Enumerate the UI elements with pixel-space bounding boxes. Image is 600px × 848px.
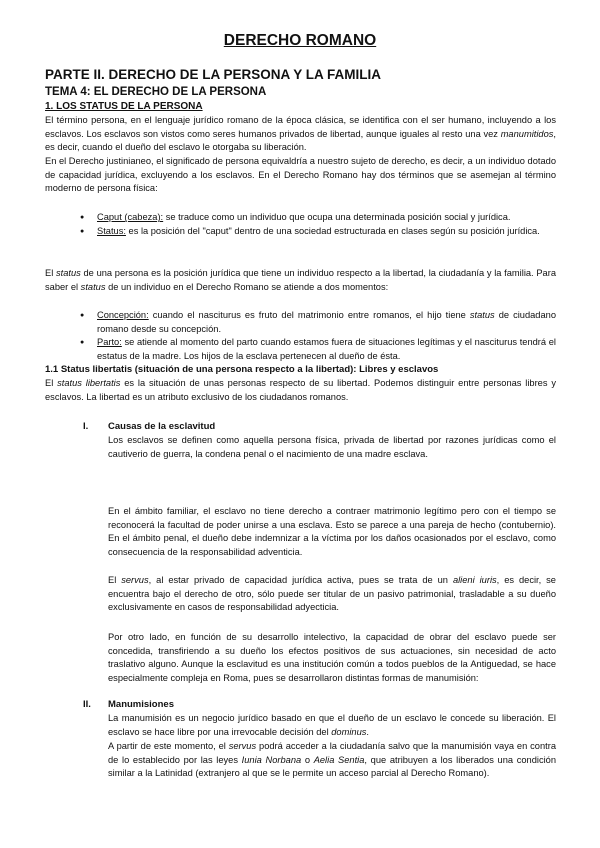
subsection-heading: 1.1 Status libertatis (situación de una persona respecto a la libertad): Libres y esclavos: [45, 364, 439, 375]
tema-heading: TEMA 4: EL DERECHO DE LA PERSONA: [45, 86, 267, 98]
paragraph-justinianeo: En el Derecho justinianeo, el significado de persona equivaldría a nuestro sujeto de derecho, es decir, a un individuo dotado de capacidad jurídica, excluyendo a los esclavos. En el Derecho Romano hay dos términos que se asemejan al término moderno de persona física:: [45, 156, 556, 193]
paragraph-libertatis: El status libertatis es la situación de unas personas respecto de su libertad. Podemos distinguir entre personas libres y esclavos. La libertad es un atributo exclusivo de los ciudadanos romanos.: [45, 378, 556, 402]
heading-causas: Causas de la esclavitud: [108, 421, 216, 432]
paragraph-capacidad: Por otro lado, en función de su desarrollo intelectivo, la capacidad de obrar del esclavo puede ser concedida, transfiriendo a su dueño los efectos positivos de sus actuaciones, sin necesidad de acto traslativo alguno. Aunque la esclavitud es una institución común a todos pueblos de la Antiguedad, se hace especialmente compleja en Roma, pues se desarrollaron distintas formas de manumisión:: [108, 632, 556, 683]
part-heading: PARTE II. DERECHO DE LA PERSONA Y LA FAMILIA: [45, 67, 382, 82]
document-title: DERECHO ROMANO: [223, 32, 377, 49]
paragraph-manumision: La manumisión es un negocio jurídico basado en que el dueño de un esclavo le concede su liberación. El esclavo se hace libre por una irrevocable decisión del dominus.: [108, 713, 556, 737]
bullet-list-momentos: [80, 309, 556, 363]
list-item: ● Parto: se atiende al momento del parto cuando estamos fuera de situaciones legítimas y el nasciturus tendrá el estatus de la madre. Los hijos de la esclava pertenecen al dueño de ésta.: [80, 336, 556, 363]
section-heading: 1. LOS STATUS DE LA PERSONA: [45, 101, 203, 112]
list-item: ● Caput (cabeza): se traduce como un individuo que ocupa una determinada posición social y jurídica.: [80, 211, 556, 225]
roman-numeral: I.: [83, 421, 89, 432]
list-item: ● Concepción: cuando el nasciturus es fruto del matrimonio entre romanos, el hijo tiene status de ciudadano romano desde su concepción.: [80, 309, 556, 336]
paragraph-servus: El servus, al estar privado de capacidad jurídica activa, pues se trata de un alieni iuris, es decir, se encuentra bajo el derecho de otro, sólo puede ser titular de un pasivo patrimonial, trasladable a su dueño exclusivamente en casos de responsabilidad adyecticia.: [108, 575, 556, 612]
bullet-list-terms: [80, 211, 556, 238]
roman-numeral: II.: [83, 699, 91, 710]
paragraph-ambito-familiar: En el ámbito familiar, el esclavo no tiene derecho a contraer matrimonio legítimo pero con el tiempo se reconocerá la facultad de poder unirse a una esclava. Esto se parece a una pareja de hecho (contubernio). En el ámbito penal, el dueño debe indemnizar a la víctima por los daños ocasionados por el esclavo, como consecuencia de la responsabilidad adventicia.: [108, 506, 556, 557]
paragraph-esclavos: Los esclavos se definen como aquella persona física, privada de libertad por razones jurídicas como el cautiverio de guerra, la condena penal o el nacimiento de una madre esclava.: [108, 435, 556, 459]
paragraph-status: El status de una persona es la posición jurídica que tiene un individuo respecto a la libertad, la ciudadanía y la familia. Para saber el status de un individuo en el Derecho Romano se atiende a dos momentos:: [45, 268, 556, 292]
heading-manumisiones: Manumisiones: [108, 699, 174, 710]
list-item: ● Status: es la posición del "caput" dentro de una sociedad estructurada en clases según su posición jurídica.: [80, 225, 556, 239]
paragraph-ciudadania: A partir de este momento, el servus podrá acceder a la ciudadanía salvo que la manumisión vaya en contra de lo establecido por las leyes Iunia Norbana o Aelia Sentia, que atribuyen a los liberados una condición similar a la Latinidad (extranjero al que se le permite un acceso parcial al Derecho Romano).: [108, 741, 557, 778]
paragraph-persona: El término persona, en el lenguaje jurídico romano de la época clásica, se identifica con el ser humano, incluyendo a los esclavos. Los esclavos son vistos como seres humanos privados de libertad, aunque iguales al resto una vez manumitidos, es decir, cuando el dueño del esclavo le otorgaba su liberación.: [45, 115, 556, 152]
